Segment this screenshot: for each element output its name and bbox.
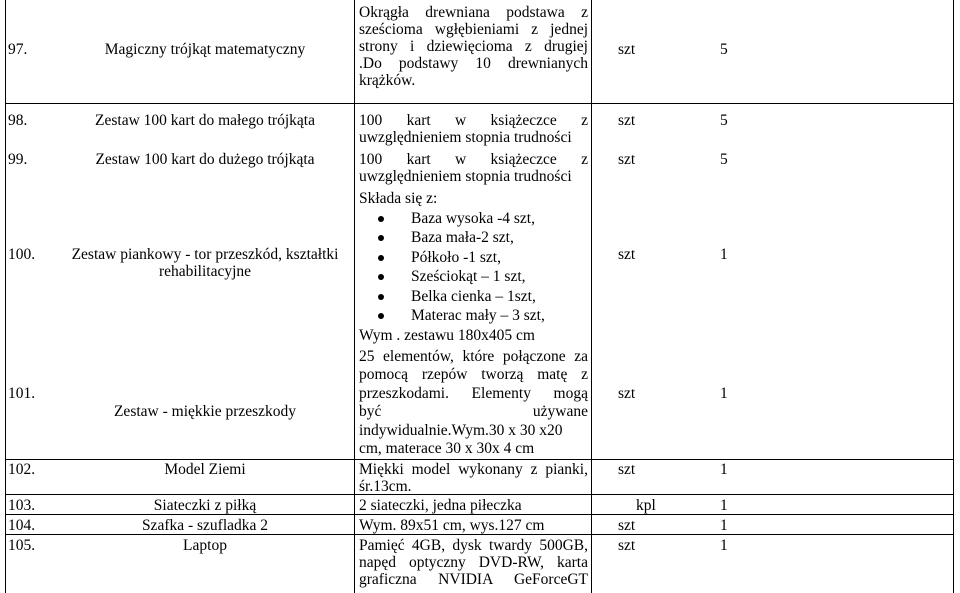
row-number: 103. <box>8 497 36 514</box>
bullet-icon <box>378 235 384 241</box>
row-number: 99. <box>8 151 28 168</box>
item-description: 100 kart w książeczce z uwzględnieniem stopnia trudności <box>359 151 588 185</box>
grid-line <box>5 0 6 593</box>
quantity: 5 <box>720 151 728 168</box>
dimensions-text: Wym . zestawu 180x405 cm <box>359 326 535 344</box>
grid-line <box>5 103 954 104</box>
row-number: 101. <box>8 385 36 402</box>
item-description: Wym. 89x51 cm, wys.127 cm <box>359 517 545 534</box>
quantity: 1 <box>720 517 728 534</box>
row-number: 100. <box>8 246 36 263</box>
grid-line <box>591 0 592 593</box>
row-number: 102. <box>8 461 36 478</box>
list-item: Belka cienka – 1szt, <box>359 287 588 307</box>
bullet-icon <box>378 274 384 280</box>
list-item: Materac mały – 3 szt, <box>359 306 588 326</box>
list-item: Baza mała-2 szt, <box>359 228 588 248</box>
grid-line <box>5 459 954 460</box>
quantity: 1 <box>720 246 728 263</box>
grid-line <box>354 0 355 593</box>
row-number: 97. <box>8 41 28 58</box>
unit: szt <box>618 385 636 402</box>
unit: szt <box>618 151 636 168</box>
item-description <box>359 189 588 345</box>
bullet-icon <box>378 294 384 300</box>
item-description: Okrągła drewniana podstawa z sześcioma wgłębieniami z jednej strony i dziewięcioma z drugiej .Do podstawy 10 drewnianych krążków. <box>359 4 588 89</box>
quantity: 1 <box>720 497 728 514</box>
item-name: Zestaw 100 kart do dużego trójkąta <box>95 151 315 168</box>
item-description: 25 elementów, które połączone za pomocą rzepów tworzą matę z przeszkodami. Elementy mogą być używane indywidualnie.Wym.30 x 30 x20 cm, materace 30 x 30x 4 cm <box>359 348 588 458</box>
row-number: 105. <box>8 537 36 554</box>
item-name: Zestaw piankowy - tor przeszkód, kształtki rehabilitacyjne <box>71 246 339 280</box>
grid-line <box>5 514 954 515</box>
item-description: 2 siateczki, jedna piłeczka <box>359 497 522 514</box>
item-name: Laptop <box>183 537 227 554</box>
item-description: Miękki model wykonany z pianki, śr.13cm. <box>359 461 588 495</box>
unit: szt <box>618 461 636 478</box>
item-name: Siateczki z piłką <box>153 497 257 514</box>
list-item: Sześciokąt – 1 szt, <box>359 267 588 287</box>
unit: szt <box>618 537 636 554</box>
bullet-icon <box>378 313 384 319</box>
row-number: 98. <box>8 112 28 129</box>
item-description: Pamięć 4GB, dysk twardy 500GB, napęd optyczny DVD-RW, karta graficzna NVIDIA GeForceGT <box>359 537 588 588</box>
parts-list <box>359 209 588 326</box>
row-number: 104. <box>8 517 36 534</box>
quantity: 1 <box>720 537 728 554</box>
bullet-icon <box>378 216 384 222</box>
unit: szt <box>618 246 636 263</box>
item-name: Zestaw 100 kart do małego trójkąta <box>95 112 315 129</box>
item-name: Model Ziemi <box>164 461 246 478</box>
quantity: 1 <box>720 461 728 478</box>
item-description: 100 kart w książeczce z uwzględnieniem stopnia trudności <box>359 112 588 146</box>
unit: szt <box>618 112 636 129</box>
parts-intro: Składa się z: <box>359 190 438 207</box>
grid-line <box>953 0 954 593</box>
quantity: 5 <box>720 41 728 58</box>
grid-line <box>5 534 954 535</box>
item-name: Zestaw - miękkie przeszkody <box>113 403 297 420</box>
quantity: 1 <box>720 385 728 402</box>
unit: kpl <box>636 497 656 514</box>
unit: szt <box>618 517 636 534</box>
unit: szt <box>618 41 636 58</box>
list-item: Półkoło -1 szt, <box>359 248 588 268</box>
quantity: 5 <box>720 112 728 129</box>
item-name: Magiczny trójkąt matematyczny <box>104 41 306 58</box>
bullet-icon <box>378 255 384 261</box>
list-item: Baza wysoka -4 szt, <box>359 209 588 229</box>
item-name: Szafka - szufladka 2 <box>141 517 269 534</box>
